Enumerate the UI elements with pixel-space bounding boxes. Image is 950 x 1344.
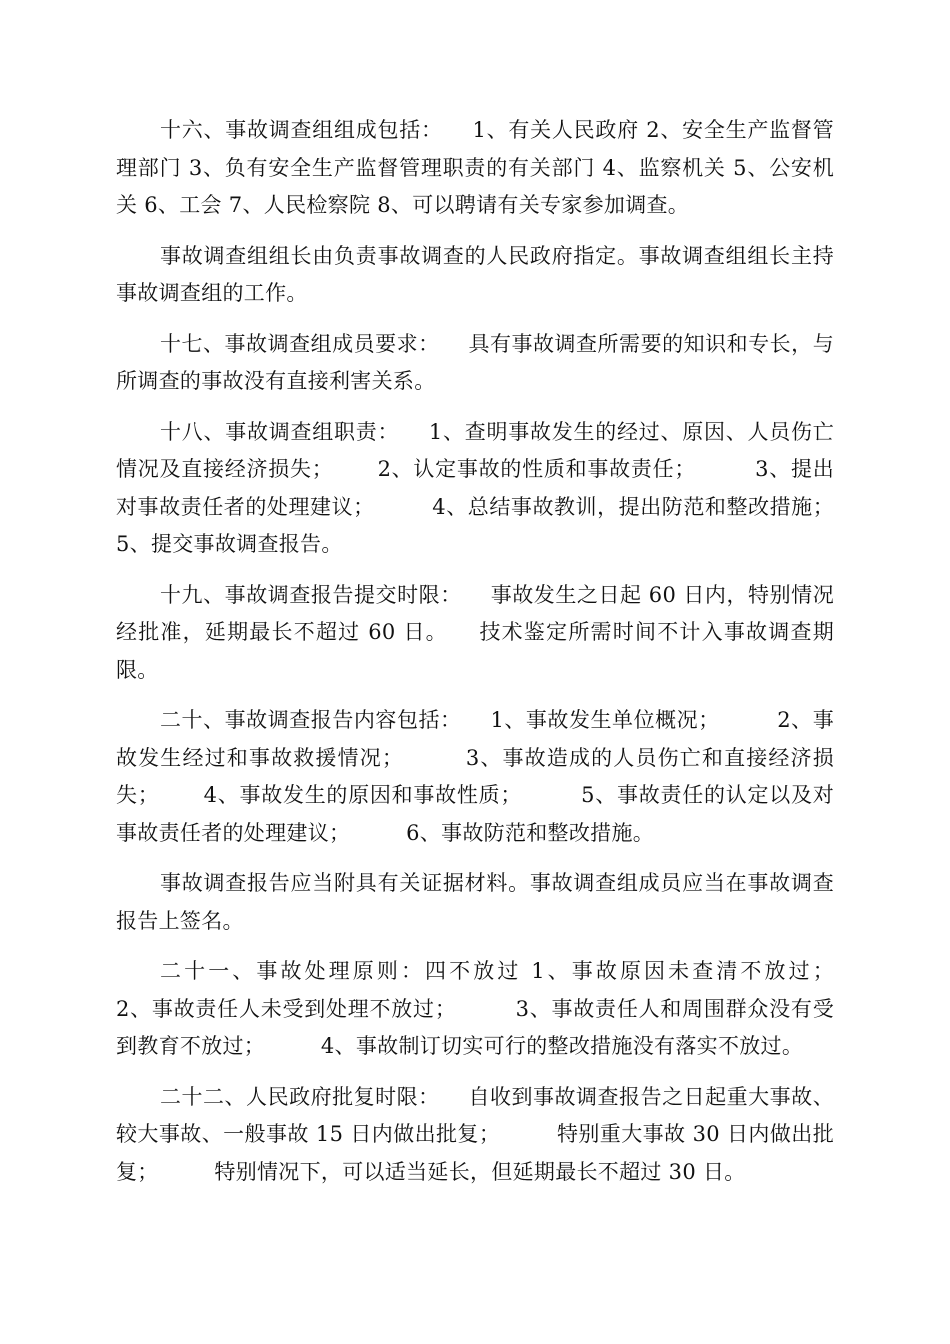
paragraph-20-report-contents: 二十、事故调查报告内容包括： 1、事故发生单位概况； 2、事故发生经过和事故救援情况； 3、事故造成的人员伤亡和直接经济损失； 4、事故发生的原因和事故性质； 5、事故责任的认定以及对事故责任者的处理建议； 6、事故防范和整改措施。: [116, 708, 834, 845]
paragraph-18-team-duties: 十八、事故调查组职责： 1、查明事故发生的经过、原因、人员伤亡情况及直接经济损失； 2、认定事故的性质和事故责任； 3、提出对事故责任者的处理建议； 4、总结事故教训，提出防范和整改措施； 5、提交事故调查报告。: [116, 419, 890, 556]
paragraph-19-report-deadline: 十九、事故调查报告提交时限： 事故发生之日起 60 日内，特别情况经批准，延期最长不超过 60 日。 技术鉴定所需时间不计入事故调查期限。: [116, 582, 834, 682]
document-body: [116, 112, 890, 1204]
paragraph-16-investigation-team-composition: 十六、事故调查组组成包括： 1、有关人民政府 2、安全生产监督管理部门 3、负有安全生产监督管理职责的有关部门 4、监察机关 5、公安机关 6、工会 7、人民检察院 8、可以聘请有关专家参加调查。: [116, 118, 834, 217]
paragraph-21-handling-principles: 二十一、事故处理原则：四不放过 1、事故原因未查清不放过； 2、事故责任人未受到处理不放过； 3、事故责任人和周围群众没有受到教育不放过； 4、事故制订切实可行的整改措施没有落实不放过。: [116, 959, 890, 1058]
paragraph-team-leader: 事故调查组组长由负责事故调查的人民政府指定。事故调查组组长主持事故调查组的工作。: [116, 243, 834, 305]
paragraph-17-member-requirements: 十七、事故调查组成员要求： 具有事故调查所需要的知识和专长，与所调查的事故没有直接利害关系。: [116, 331, 834, 393]
paragraph-22-government-approval-deadline: 二十二、人民政府批复时限： 自收到事故调查报告之日起重大事故、较大事故、一般事故 15 日内做出批复； 特别重大事故 30 日内做出批复； 特别情况下，可以适当延长，但延期最长不超过 30 日。: [116, 1084, 834, 1184]
paragraph-report-evidence-signature: 事故调查报告应当附具有关证据材料。事故调查组成员应当在事故调查报告上签名。: [116, 871, 834, 933]
